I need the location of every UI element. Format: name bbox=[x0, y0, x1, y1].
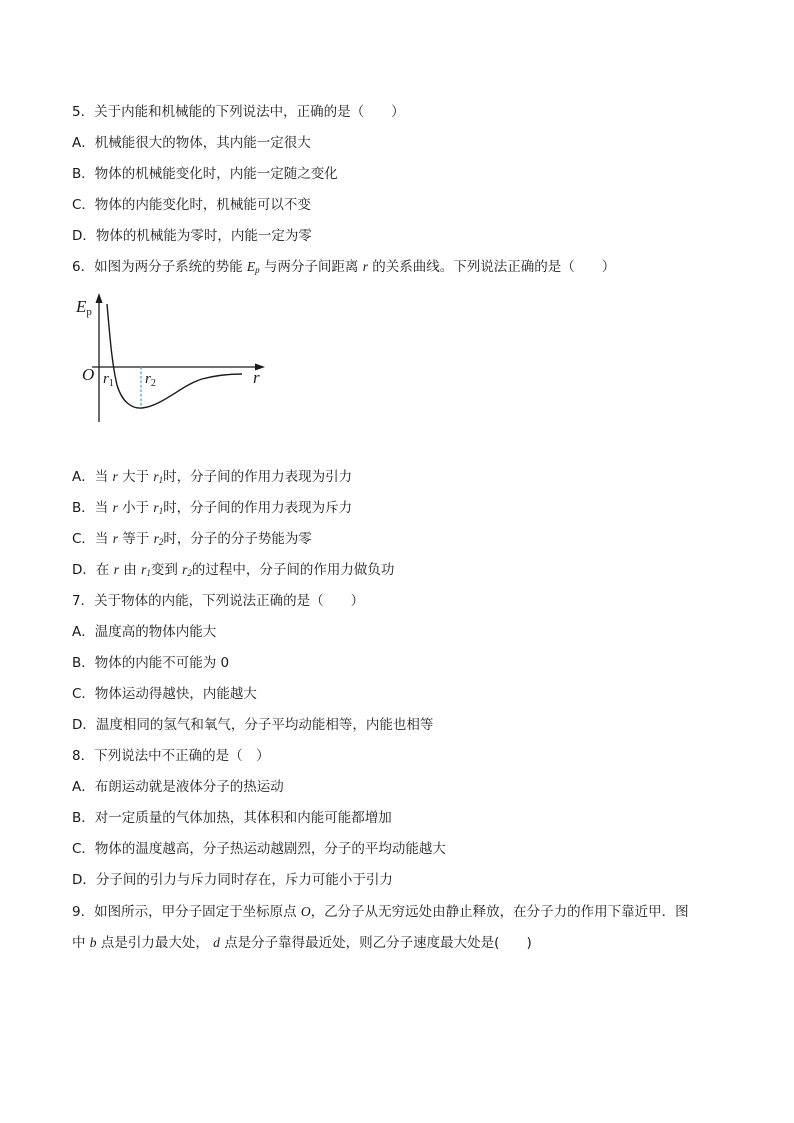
q8-option-d: D．分子间的引力与斥力同时存在，斥力可能小于引力 bbox=[72, 872, 393, 888]
q6-option-d: D．在 r 由 $r_1$变到 $r_2$的过程中，分子间的作用力做负功 bbox=[72, 562, 395, 578]
r2-label: $r_2$ bbox=[145, 371, 156, 389]
q8-option-c: C．物体的温度越高，分子热运动越剧烈，分子的平均动能越大 bbox=[72, 841, 446, 857]
q9-stem-line2: 中 b 点是引力最大处， d 点是分子靠得最近处，则乙分子速度最大处是( ) bbox=[72, 935, 532, 951]
q5-option-b: B．物体的机械能变化时，内能一定随之变化 bbox=[72, 166, 338, 182]
y-axis-label: Ep bbox=[76, 297, 92, 318]
q5-option-a: A．机械能很大的物体，其内能一定很大 bbox=[72, 135, 311, 151]
q7-option-d: D．温度相同的氢气和氧气，分子平均动能相等，内能也相等 bbox=[72, 717, 434, 733]
q7-option-b: B．物体的内能不可能为 0 bbox=[72, 655, 230, 671]
q8-option-a: A．布朗运动就是液体分子的热运动 bbox=[72, 779, 284, 795]
q5-stem: 5．关于内能和机械能的下列说法中，正确的是（ ） bbox=[72, 104, 405, 120]
q8-stem: 8．下列说法中不正确的是（ ） bbox=[72, 748, 270, 764]
q6-option-b: B．当 r 小于 $r_1$时，分子间的作用力表现为斥力 bbox=[72, 500, 353, 516]
origin-label: O bbox=[82, 365, 95, 384]
x-axis-label: r bbox=[253, 368, 260, 387]
q7-option-c: C．物体运动得越快，内能越大 bbox=[72, 686, 257, 702]
q6-stem: 6．如图为两分子系统的势能 $E_p$ 与两分子间距离 r 的关系曲线。下列说法正确的是（ ） bbox=[72, 259, 616, 275]
q5-option-c: C．物体的内能变化时，机械能可以不变 bbox=[72, 197, 311, 213]
q8-option-b: B．对一定质量的气体加热，其体积和内能可能都增加 bbox=[72, 810, 392, 826]
q6-option-a: A．当 r 大于 $r_1$时，分子间的作用力表现为引力 bbox=[72, 469, 353, 485]
r1-label: $r_1$ bbox=[103, 371, 114, 389]
q6-option-c: C．当 r 等于 $r_2$时，分子的分子势能为零 bbox=[72, 531, 312, 547]
q7-option-a: A．温度高的物体内能大 bbox=[72, 624, 217, 640]
potential-energy-graph bbox=[72, 290, 272, 425]
q7-stem: 7．关于物体的内能，下列说法正确的是（ ） bbox=[72, 593, 365, 609]
q5-option-d: D．物体的机械能为零时，内能一定为零 bbox=[72, 228, 312, 244]
potential-curve bbox=[107, 304, 242, 408]
q9-stem-line1: 9．如图所示，甲分子固定于坐标原点 O，乙分子从无穷远处由静止释放，在分子力的作用下靠近甲．图 bbox=[72, 904, 689, 920]
